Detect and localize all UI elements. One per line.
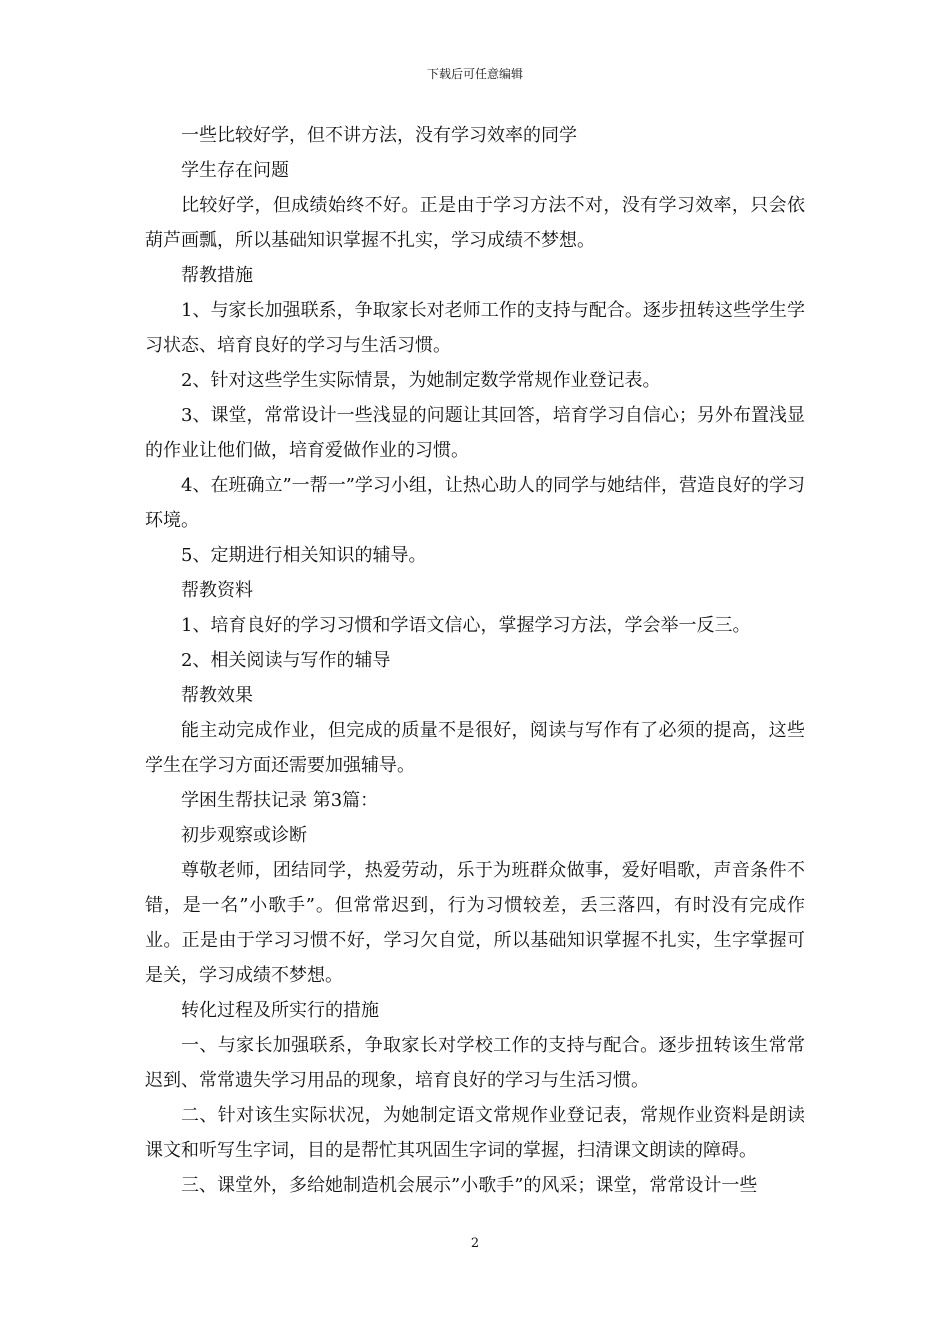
measure-item-4: 4、在班确立”一帮一”学习小组，让热心助人的同学与她结伴，营造良好的学习环境。: [145, 475, 805, 531]
page-header: 下载后可任意编辑: [426, 67, 523, 81]
process-item-2: 二、针对该生实际状况，为她制定语文常规作业登记表，常规作业资料是朗读课文和听写生字词，目的是帮忙其巩固生字词的掌握，扫清课文朗读的障碍。: [145, 1105, 805, 1161]
paragraph-3: 比较好学，但成绩始终不好。正是由于学习方法不对，没有学习效率，只会依葫芦画瓢，所以基础知识掌握不扎实，学习成绩不梦想。: [145, 195, 805, 251]
process-item-1: 一、与家长加强联系，争取家长对学校工作的支持与配合。逐步扭转该生常常迟到、常常遗失学习用品的现象，培育良好的学习与生活习惯。: [145, 1035, 805, 1091]
measure-item-2: 2、针对这些学生实际情景，为她制定数学常规作业登记表。: [181, 370, 661, 391]
page-number: 2: [470, 1236, 480, 1251]
record-title: 学困生帮扶记录 第3篇：: [181, 790, 379, 811]
effects-paragraph: 能主动完成作业，但完成的质量不是很好，阅读与写作有了必须的提高，这些学生在学习方面还需要加强辅导。: [145, 720, 805, 776]
section-heading-diagnosis: 初步观察或诊断: [181, 825, 307, 846]
process-item-3: 三、课堂外，多给她制造机会展示”小歌手”的风采；课堂，常常设计一些: [181, 1175, 758, 1196]
section-heading-problems: 学生存在问题: [181, 160, 289, 181]
document-body: [145, 118, 805, 1203]
paragraph-1: 一些比较好学，但不讲方法，没有学习效率的同学: [181, 125, 577, 146]
section-heading-materials: 帮教资料: [181, 580, 253, 601]
measure-item-3: 3、课堂，常常设计一些浅显的问题让其回答，培育学习自信心；另外布置浅显的作业让他们做，培育爱做作业的习惯。: [145, 405, 805, 461]
material-item-2: 2、相关阅读与写作的辅导: [181, 650, 391, 671]
section-heading-measures: 帮教措施: [181, 265, 253, 286]
section-heading-effects: 帮教效果: [181, 685, 253, 706]
section-heading-process: 转化过程及所实行的措施: [181, 1000, 379, 1021]
measure-item-1: 1、与家长加强联系，争取家长对老师工作的支持与配合。逐步扭转这些学生学习状态、培育良好的学习与生活习惯。: [145, 300, 805, 356]
diagnosis-paragraph: 尊敬老师，团结同学，热爱劳动，乐于为班群众做事，爱好唱歌，声音条件不错，是一名”小歌手”。但常常迟到，行为习惯较差，丢三落四，有时没有完成作业。正是由于学习习惯不好，学习欠自觉，所以基础知识掌握不扎实，生字掌握可是关，学习成绩不梦想。: [145, 860, 805, 986]
measure-item-5: 5、定期进行相关知识的辅导。: [181, 545, 427, 566]
material-item-1: 1、培育良好的学习习惯和学语文信心，掌握学习方法，学会举一反三。: [181, 615, 751, 636]
